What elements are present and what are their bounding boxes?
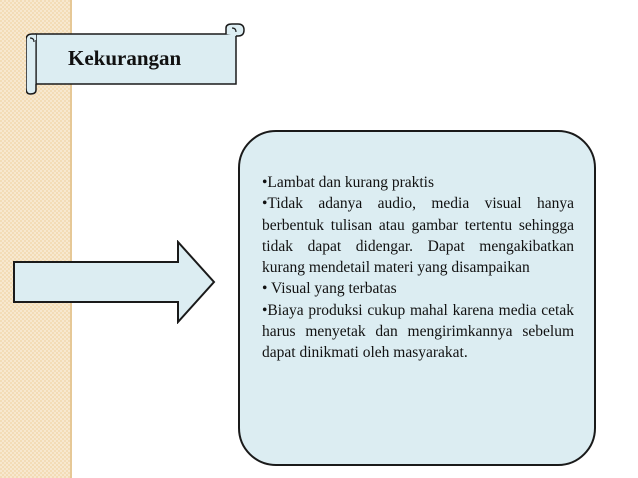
banner-title: Kekurangan xyxy=(68,46,182,70)
right-arrow-icon xyxy=(10,240,218,324)
bullet-item: •Biaya produksi cukup mahal karena media cetak harus menyetak dan mengirimkannya sebelum dapat dinikmati oleh masyarakat. xyxy=(262,301,574,362)
content-box xyxy=(238,130,596,466)
bullet-item: •Tidak adanya audio, media visual hanya berbentuk tulisan atau gambar tertentu sehingga tidak dapat didengar. Dapat mengakibatkan kurang mendetail materi yang disampaikan xyxy=(262,195,574,277)
bullet-item: • Visual yang terbatas xyxy=(262,280,397,298)
bullet-item: •Lambat dan kurang praktis xyxy=(262,174,434,191)
